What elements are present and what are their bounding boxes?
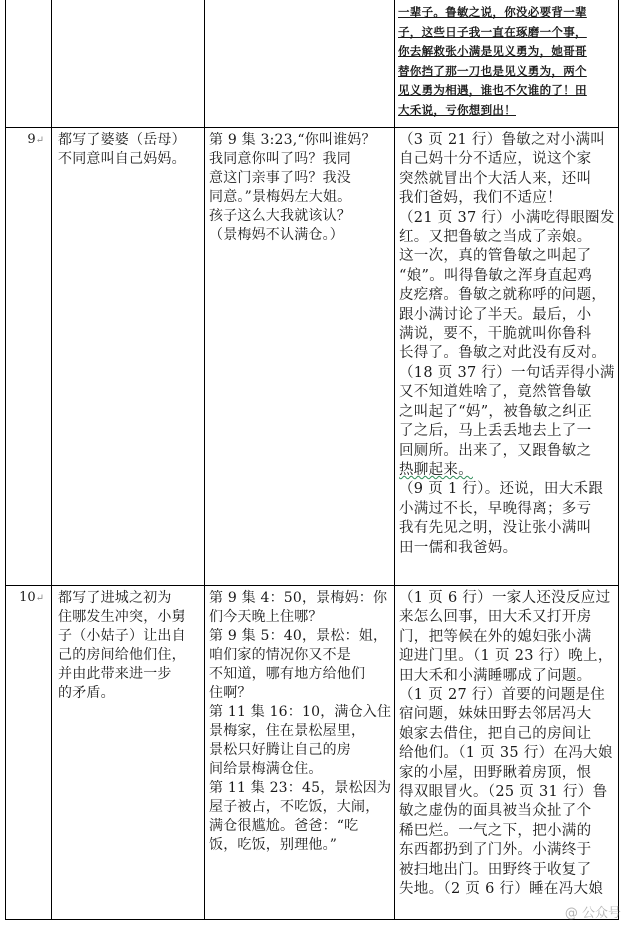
row10-col3-line: 第 11 集 23：45，景松因为 bbox=[209, 780, 392, 796]
row10-col4-line: 家的小屋，田野瞅着房顶，恨 bbox=[399, 764, 592, 781]
row10-col4-cell bbox=[399, 589, 617, 918]
row9-col3-line: （景梅妈不认满仓。） bbox=[209, 227, 344, 243]
row10-col3-line: 间给景梅满仓住。 bbox=[209, 761, 323, 777]
row10-col2-line: 己的房间给他们住， bbox=[58, 647, 186, 663]
row-divider-8-9 bbox=[5, 127, 619, 128]
row10-col3-line: 饭，吃饭，别理他。” bbox=[209, 837, 338, 853]
row10-col4-line: 娘家去借住，把自己的房间让 bbox=[399, 725, 592, 742]
row10-col3-line: 满仓很尴尬。爸爸：“吃 bbox=[209, 818, 359, 834]
row9-col2-cell bbox=[58, 131, 204, 169]
row10-col3-line: 们今天晚上住哪？ bbox=[209, 609, 323, 625]
row10-col4-line: 东西都扔到了门外。小满终于 bbox=[399, 842, 592, 859]
paragraph-mark-icon: ↵ bbox=[35, 593, 44, 604]
row9-col4-line: 热聊起来。 bbox=[399, 461, 473, 478]
row10-col2-line: 都写了进城之初为 bbox=[58, 590, 172, 606]
row9-col4-line: “娘”。叫得鲁敏之浑身直起鸡 bbox=[399, 267, 593, 284]
row10-col3-line: 第 11 集 16：10，满仓入住 bbox=[209, 704, 392, 720]
row9-col3-line: 同意。”景梅妈左大姐。 bbox=[209, 189, 352, 205]
row9-col4-line: （3 页 21 行）鲁敏之对小满叫 bbox=[399, 132, 606, 148]
row10-col3-line: 景松只好腾让自己的房 bbox=[209, 742, 351, 758]
row9-col4-line: 红。又把鲁敏之当成了亲娘。 bbox=[399, 229, 592, 246]
row10-col2-line: 子（小姑子）让出自 bbox=[58, 628, 186, 644]
row10-number-text: 10 bbox=[19, 590, 36, 605]
row9-col3-line: 第 9 集 3:23,“你叫谁妈？ bbox=[209, 132, 376, 148]
row10-col4-line: 得双眼冒火。（25 页 31 行）鲁 bbox=[399, 784, 608, 801]
row10-col3-line: 住啊？ bbox=[209, 685, 252, 701]
row10-col4-line: 失地。（2 页 6 行）睡在冯大娘 bbox=[399, 881, 604, 898]
column-divider-3 bbox=[394, 0, 395, 920]
watermark: @ 公众号 bbox=[564, 906, 621, 921]
paragraph-mark-icon: ↵ bbox=[35, 135, 44, 146]
row9-col3-line: 意这门亲事了吗？我没 bbox=[209, 170, 351, 186]
row9-number-text: 9 bbox=[27, 132, 36, 147]
row10-col3-cell bbox=[209, 589, 393, 855]
row10-col4-line: 来怎么回事，田大禾又打开房 bbox=[399, 609, 592, 626]
row8-text-line: 见义勇为相遇，谁也不欠谁的了！田 bbox=[398, 83, 587, 97]
row8-text-line: 你去解救张小满是见义勇为，她哥哥 bbox=[398, 44, 587, 58]
row10-number bbox=[6, 590, 46, 605]
row9-col2-line: 不同意叫自己妈妈。 bbox=[58, 151, 186, 167]
row8-text-line: 子，这些日子我一直在琢磨一个事， bbox=[398, 24, 587, 39]
row9-col4-line: （9 页 1 行）。还说，田大禾跟 bbox=[399, 481, 604, 498]
row8-text-line: 一辈子。鲁敏之说，你没必要背一辈 bbox=[398, 5, 587, 19]
row9-col4-line: 突然就冒出个大活人来，还叫 bbox=[399, 170, 592, 187]
row10-col3-line: 第 9 集 4：50，景梅妈：你 bbox=[209, 590, 388, 606]
column-divider-2 bbox=[204, 0, 205, 920]
column-divider-1 bbox=[51, 0, 52, 920]
row10-col2-line: 并由此带来进一步 bbox=[58, 666, 172, 682]
row9-col4-line: 满说，要不，干脆就叫你鲁科 bbox=[399, 326, 592, 343]
row9-col4-line: （21 页 37 行）小满吃得眼圈发 bbox=[399, 209, 615, 226]
row10-col4-line: 迎进门里。（1 页 23 行）晚上， bbox=[399, 648, 613, 665]
row9-col4-line: 皮疙瘩。鲁敏之就称呼的问题， bbox=[399, 287, 607, 304]
row10-col2-line: 的矛盾。 bbox=[58, 685, 115, 701]
row9-col3-cell bbox=[209, 131, 393, 245]
row10-col4-line: 稀巴烂。一气之下，把小满的 bbox=[399, 822, 592, 839]
row9-number bbox=[6, 132, 46, 147]
row9-col4-line: 回厕所。出来了，又跟鲁敏之 bbox=[399, 442, 592, 459]
row10-col2-line: 住哪发生冲突，小舅 bbox=[58, 609, 186, 625]
row9-col4-line: 我有先见之明，没让张小满叫 bbox=[399, 520, 592, 537]
row10-col4-line: （1 页 27 行）首要的问题是住 bbox=[399, 687, 606, 704]
row10-col2-cell bbox=[58, 589, 204, 703]
row9-col3-line: 孩子这么大我就该认？ bbox=[209, 208, 351, 224]
row9-col4-line: 小满过不长，早晚得离；多亏 bbox=[399, 500, 592, 517]
table-border-bottom bbox=[5, 919, 619, 920]
row9-col4-line: 长得了。鲁敏之对此没有反对。 bbox=[399, 345, 607, 362]
row10-col3-line: 第 9 集 5：40，景松：姐， bbox=[209, 628, 388, 644]
row9-col4-line: 田一儒和我爸妈。 bbox=[399, 539, 518, 556]
row9-col3-line: 我同意你叫了吗？我同 bbox=[209, 151, 351, 167]
row10-col4-line: 田大禾和小满睡哪成了问题。 bbox=[399, 667, 592, 684]
row8-text-line: 替你挡了那一刀也是见义勇为，两个 bbox=[398, 63, 587, 78]
row10-col3-line: 咱们家的情况你又不是 bbox=[209, 647, 351, 663]
row9-col4-line: 我们爸妈，我们不适应！ bbox=[399, 190, 562, 207]
row10-col4-line: 给他们。（1 页 35 行）在冯大娘 bbox=[399, 745, 613, 762]
row10-col4-line: 宿问题，妹妹田野去邻居冯大 bbox=[399, 706, 592, 723]
table-border-right bbox=[618, 0, 619, 920]
row10-col3-line: 不知道，哪有地方给他们 bbox=[209, 666, 366, 682]
row9-col4-line: 又不知道姓啥了，竟然管鲁敏 bbox=[399, 384, 592, 401]
row-divider-9-10 bbox=[5, 585, 619, 586]
row9-col4-line: 之叫起了“妈”，被鲁敏之纠正 bbox=[399, 403, 593, 420]
row10-col4-line: 门，把等候在外的媳妇张小满 bbox=[399, 628, 592, 645]
row9-col4-line: 自己妈十分不适应，说这个家 bbox=[399, 151, 592, 168]
row10-col4-line: 被扫地出门。田野终于收复了 bbox=[399, 861, 592, 878]
row9-col4-cell bbox=[399, 131, 617, 583]
row9-col4-line: （18 页 37 行）一句话弄得小满 bbox=[399, 364, 615, 381]
row9-col4-line: 跟小满讨论了半天。最后，小 bbox=[399, 306, 592, 323]
row9-col4-line: 这一次，真的管鲁敏之叫起了 bbox=[399, 248, 592, 265]
row10-col3-line: 屋子被占，不吃饭，大闹， bbox=[209, 799, 380, 815]
row9-col4-line: 了之后，马上丢丢地去上了一 bbox=[399, 423, 592, 440]
row10-col3-line: 景梅家，住在景松屋里， bbox=[209, 723, 366, 739]
row8-text-line: 大禾说，亏你想到出！ bbox=[398, 102, 516, 117]
row8-col4-cell bbox=[398, 3, 616, 125]
row10-col4-line: 敏之虚伪的面具被当众扯了个 bbox=[399, 803, 592, 820]
row9-col2-line: 都写了婆婆（岳母） bbox=[58, 132, 186, 148]
row10-col4-line: （1 页 6 行）一家人还没反应过 bbox=[399, 590, 611, 606]
